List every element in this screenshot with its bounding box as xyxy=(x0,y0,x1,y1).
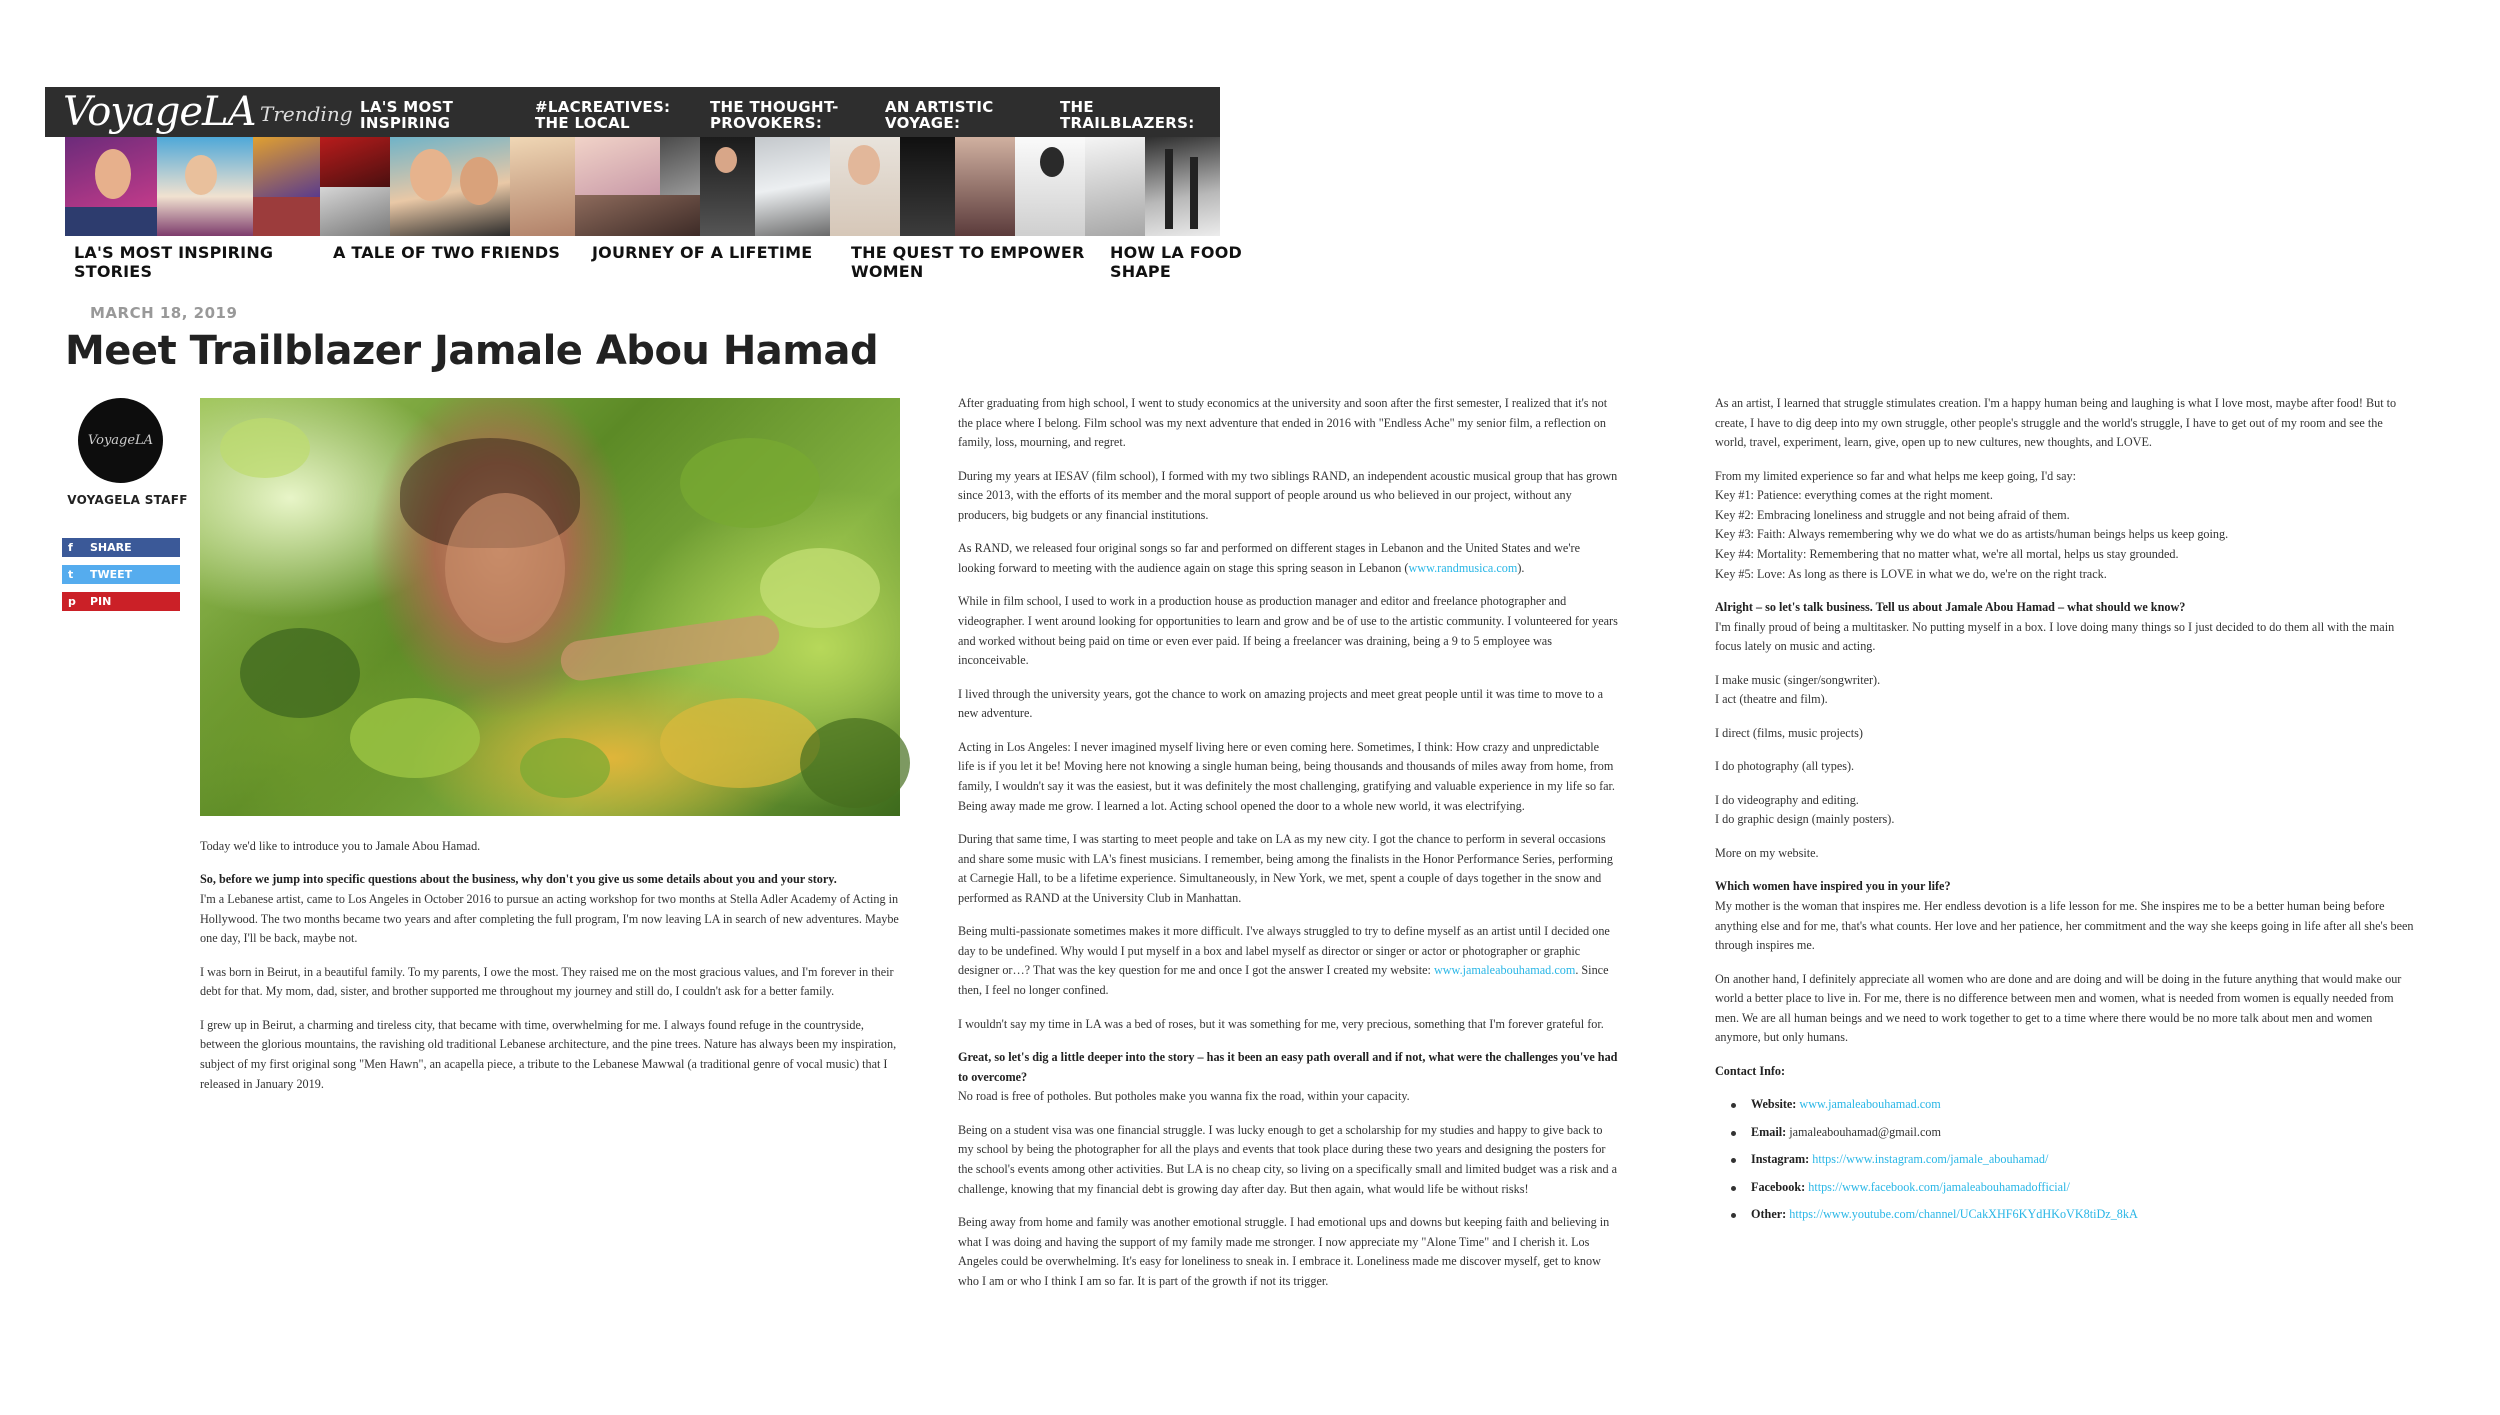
answer-paragraph: Acting in Los Angeles: I never imagined myself living here or even coming here. Sometimes, I think: How crazy and unpredictable life is if you let it be! Moving here not knowing a single human being, being thousands and thousands of miles away from home, from family, I wouldn't say it was the easiest, but it was definitely the most challenging, gratifying and valuable experience in my life so far. Being away made me grow. I learned a lot. Acting school opened the door to a whole new world, it was electrifying. xyxy=(958,739,1615,813)
author-avatar-logo: VoyageLA xyxy=(87,433,154,448)
share-label: SHARE xyxy=(90,541,132,554)
contact-facebook xyxy=(1715,1178,2415,1198)
answer-paragraph: While in film school, I used to work in a production house as production manager and editor and freelance photographer and videographer. I went around looking for opportunities to learn and grow and be of use to the artistic community. I volunteered for years and worked without being paid on time or even ever paid. If being a freelancer was draining, being a 9 to 5 employee was inconceivable. xyxy=(958,594,1618,668)
contact-website xyxy=(1715,1095,2415,1115)
answer-paragraph: Being on a student visa was one financial struggle. I was lucky enough to get a scholarship for my studies and happy to give back to my school by being the photographer for all the plays and events that took place during these two years and designing the posters for the school's events among other activities. But LA is no cheap city, so living on a specifically small and limited budget was a risk and a challenge, knowing that my financial debt is growing day after day. But then again, what would life be without risks! xyxy=(958,1122,1618,1196)
contact-label: Email: xyxy=(1751,1124,1787,1139)
text-span: Being multi-passionate sometimes makes it more difficult. I've always struggled to try to define myself as an artist until I decided one day to be undefined. Why would I put myself in a box and label myself as director or singer or actor or photographer or graphic designer or…? That was the key question for me and once I got the answer I created my website: xyxy=(958,924,1610,978)
personal-website-link[interactable]: www.jamaleabouhamad.com xyxy=(1433,963,1576,978)
pinterest-share-button[interactable] xyxy=(62,592,180,611)
answer-paragraph: I grew up in Beirut, a charming and tireless city, that became with time, overwhelming for me. I always found refuge in the countryside, between the glorious mountains, the ravishing old traditional Lebanese architecture, and the pine trees. Nature has always been my inspiration, subject of my first original song "Men Hawn", an acapella piece, a tribute to the Lebanese Mawwal (a traditional genre of vocal music) that I released in January 2019. xyxy=(200,1017,897,1091)
answer-paragraph xyxy=(1715,671,2415,710)
text-span: As RAND, we released four original songs so far and performed on different stages in Lebanon and the United States and we're looking forward to meeting with the audience again on stage this spring season in Lebanon ( xyxy=(958,541,1580,575)
caption-line: THE QUEST TO EMPOWER xyxy=(851,243,1085,262)
answer-paragraph: On another hand, I definitely appreciate all women who are done and are doing and will be doing in the future anything that would make our world a better place to live in. For me, there is no difference between men and women, what is needed from women is equally needed from men. We are all human beings and we need to work together to get to a time where there would be no more talk about men and women anymore, but only humans. xyxy=(1715,971,2402,1045)
contact-label: Instagram: xyxy=(1751,1152,1810,1167)
contact-website-link[interactable]: www.jamaleabouhamad.com xyxy=(1799,1097,1941,1112)
contact-info-heading: Contact Info: xyxy=(1715,1063,1786,1078)
story-thumb-journey[interactable] xyxy=(575,137,830,236)
answer-paragraph: I do photography (all types). xyxy=(1715,759,1855,774)
pin-label: PIN xyxy=(90,595,112,608)
nav-line: TRAILBLAZERS: xyxy=(1060,114,1195,132)
caption-line: LA'S MOST INSPIRING xyxy=(74,243,274,262)
nav-line: LA'S MOST xyxy=(360,98,454,116)
answer-paragraph: I lived through the university years, got the chance to work on amazing projects and meet great people until it was time to move to a new adventure. xyxy=(958,686,1604,721)
twitter-share-button[interactable] xyxy=(62,565,180,584)
trending-label: Trending xyxy=(260,102,353,126)
keys-line: Key #4: Mortality: Remembering that no matter what, we're all mortal, helps us stay grounded. xyxy=(1715,547,2179,562)
article-title: Meet Trailblazer Jamale Abou Hamad xyxy=(65,328,879,374)
caption-line: WOMEN xyxy=(851,262,924,281)
tweet-label: TWEET xyxy=(90,568,133,581)
article-date: MARCH 18, 2019 xyxy=(90,304,238,322)
hero-photo-jamale-in-foliage xyxy=(200,398,900,816)
text-line: I do videography and editing. xyxy=(1715,792,1859,807)
contact-label: Website: xyxy=(1751,1097,1797,1112)
text-span: . Since then, I feel no longer confined. xyxy=(958,963,1609,998)
pinterest-icon: p xyxy=(68,595,76,608)
contact-list xyxy=(1715,1095,2415,1225)
contact-facebook-link[interactable]: https://www.facebook.com/jamaleabouhamadofficial/ xyxy=(1808,1179,2070,1194)
answer-paragraph: Being away from home and family was another emotional struggle. I had emotional ups and downs but keeping faith and believing in what I was doing and having the support of my family made me stronger. I now appreciate my "Alone Time" and I cherish it. Los Angeles could be overwhelming. It's easy for loneliness to sneak in. I embrace it. Loneliness made me discover myself, get to know who I am or who I think I am so far. It is part of the growth if not its trigger. xyxy=(958,1214,1610,1288)
facebook-icon: f xyxy=(68,541,73,554)
question-2: Great, so let's dig a little deeper into the story – has it been an easy path overall and if not, what were the challenges you've had to overcome? xyxy=(958,1050,1618,1084)
answer-paragraph xyxy=(958,539,1618,578)
rand-website-link[interactable]: www.randmusica.com xyxy=(1408,560,1518,575)
facebook-share-button[interactable] xyxy=(62,538,180,557)
nav-line: THE xyxy=(1060,98,1094,116)
story-thumb-la-food[interactable] xyxy=(1085,137,1220,236)
nav-line: THE LOCAL xyxy=(535,114,630,132)
trending-link-thought-provokers[interactable] xyxy=(710,99,839,131)
keys-line: Key #5: Love: As long as there is LOVE in what we do, we're on the right track. xyxy=(1715,566,2107,581)
answer-paragraph: During that same time, I was starting to meet people and take on LA as my new city. I got the chance to perform in several occasions and share some music with LA's finest musicians. I remember, being among the finalists in the Honor Performance Series, performing at Carnegie Hall, to be a lifetime experience. Simultaneously, in New York, we met, spent a couple of days together in the snow and performed as RAND at the University Club in Manhattan. xyxy=(958,832,1613,905)
keys-line: From my limited experience so far and what helps me keep going, I'd say: xyxy=(1715,468,2076,483)
article-column-3 xyxy=(1715,394,2415,1233)
nav-line: VOYAGE: xyxy=(885,114,961,132)
article-column-1 xyxy=(200,837,903,1108)
story-thumb-inspiring[interactable] xyxy=(65,137,320,236)
contact-instagram-link[interactable]: https://www.instagram.com/jamale_abouhamad/ xyxy=(1812,1152,2049,1167)
story-caption-empower-women[interactable] xyxy=(851,243,1085,281)
keys-line: Key #3: Faith: Always remembering why we do what we do as artists/human beings helps us keep going. xyxy=(1715,527,2229,542)
answer-paragraph: I'm finally proud of being a multitasker. No putting myself in a box. I love doing many things so I just decided to do them all with the main focus lately on music and acting. xyxy=(1715,619,2395,654)
answer-paragraph: As an artist, I learned that struggle stimulates creation. I'm a happy human being and laughing is what I love most, maybe after food! But to create, I have to dig deep into my own struggle, other people's struggle and the world's struggle, I have to get out of my room and see the world, travel, experiment, learn, give, open up to new cultures, new thoughts, and LOVE. xyxy=(1715,396,2397,450)
answer-paragraph: No road is free of potholes. But potholes make you wanna fix the road, within your capacity. xyxy=(958,1089,1410,1104)
author-avatar[interactable] xyxy=(78,398,163,483)
text-line: I do graphic design (mainly posters). xyxy=(1715,812,1895,827)
story-caption-journey[interactable] xyxy=(592,243,812,262)
article-column-2 xyxy=(958,394,1618,1305)
story-thumb-empower-women[interactable] xyxy=(830,137,1085,236)
nav-line: PROVOKERS: xyxy=(710,114,823,132)
answer-paragraph: More on my website. xyxy=(1715,845,1819,860)
trending-link-artistic-voyage[interactable] xyxy=(885,99,994,131)
caption-line: STORIES xyxy=(74,262,153,281)
answer-paragraph xyxy=(958,922,1618,1000)
nav-line: INSPIRING xyxy=(360,114,451,132)
text-line: I make music (singer/songwriter). xyxy=(1715,672,1881,687)
answer-paragraph xyxy=(1715,791,2415,830)
intro-paragraph: Today we'd like to introduce you to Jamale Abou Hamad. xyxy=(200,839,481,853)
trending-link-inspiring[interactable] xyxy=(360,99,453,131)
story-thumbnail-strip xyxy=(65,137,1220,236)
answer-paragraph: After graduating from high school, I went to study economics at the university and soon after the first semester, I realized that it's not the place where I belong. Film school was my next adventure that ended in 2016 with "Endless Ache" my senior film, a reflection on family, loss, mourning, and regret. xyxy=(958,396,1608,450)
nav-line: #LACREATIVES: xyxy=(535,98,671,116)
top-nav-bar xyxy=(45,87,1220,137)
author-name[interactable]: VOYAGELA STAFF xyxy=(67,493,188,507)
answer-paragraph: I'm a Lebanese artist, came to Los Angeles in October 2016 to pursue an acting workshop for two months at Stella Adler Academy of Acting in Hollywood. The two months became two years and after completing the full program, I'm now leaving LA in search of new adventures. Maybe one day, I'll be back, maybe not. xyxy=(200,892,899,946)
question-3: Alright – so let's talk business. Tell us about Jamale Abou Hamad – what should we know? xyxy=(1715,600,2186,615)
twitter-icon: t xyxy=(68,568,74,581)
story-caption-inspiring[interactable] xyxy=(74,243,273,281)
caption-line: SHAPE xyxy=(1110,262,1171,281)
contact-email-value: jamaleabouhamad@gmail.com xyxy=(1789,1124,1941,1139)
caption-line: JOURNEY OF A LIFETIME xyxy=(592,243,813,262)
nav-line: THE THOUGHT- xyxy=(710,98,839,116)
answer-paragraph: During my years at IESAV (film school), I formed with my two siblings RAND, an independent acoustic musical group that has grown since 2013, with the efforts of its member and the moral support of people around us who believed in our project, without any producers, big budgets or any financial institutions. xyxy=(958,468,1618,522)
question-4: Which women have inspired you in your life? xyxy=(1715,879,1951,894)
contact-label: Other: xyxy=(1751,1207,1787,1222)
trending-link-lacreatives[interactable] xyxy=(535,99,670,131)
keys-paragraph xyxy=(1715,467,2415,585)
story-caption-la-food[interactable] xyxy=(1110,243,1242,281)
nav-line: AN ARTISTIC xyxy=(885,98,994,116)
contact-other xyxy=(1715,1205,2415,1225)
text-span: ). xyxy=(1517,560,1525,575)
answer-paragraph: My mother is the woman that inspires me. Her endless devotion is a life lesson for me. She inspires me to be a better human being before anything else and for me, that's what counts. Her love and her patience, her commitment and the way she keeps going in life after all she's been through inspires me. xyxy=(1715,899,2414,953)
answer-paragraph: I direct (films, music projects) xyxy=(1715,725,1863,740)
trending-link-trailblazers[interactable] xyxy=(1060,99,1195,131)
contact-label: Facebook: xyxy=(1751,1179,1806,1194)
question-1: So, before we jump into specific questions about the business, why don't you give us some details about you and your story. xyxy=(200,872,837,887)
text-line: I act (theatre and film). xyxy=(1715,692,1828,707)
story-thumb-two-friends[interactable] xyxy=(320,137,575,236)
contact-email xyxy=(1715,1123,2415,1143)
keys-line: Key #2: Embracing loneliness and struggle and not being afraid of them. xyxy=(1715,507,2070,522)
keys-line: Key #1: Patience: everything comes at the right moment. xyxy=(1715,488,1993,503)
answer-paragraph: I was born in Beirut, in a beautiful family. To my parents, I owe the most. They raised me on the most gracious values, and I'm forever in their debt for that. My mom, dad, sister, and brother supported me throughout my journey and still do, I couldn't ask for a better family. xyxy=(200,964,894,999)
story-caption-two-friends[interactable] xyxy=(333,243,560,262)
caption-line: HOW LA FOOD xyxy=(1110,243,1242,262)
contact-instagram xyxy=(1715,1150,2415,1170)
contact-youtube-link[interactable]: https://www.youtube.com/channel/UCakXHF6KYdHKoVK8tiDz_8kA xyxy=(1789,1207,2138,1222)
caption-line: A TALE OF TWO FRIENDS xyxy=(333,243,561,262)
answer-paragraph: I wouldn't say my time in LA was a bed of roses, but it was something for me, very precious, something that I'm forever grateful for. xyxy=(958,1016,1604,1031)
voyagela-logo[interactable]: VoyageLA xyxy=(63,89,256,135)
